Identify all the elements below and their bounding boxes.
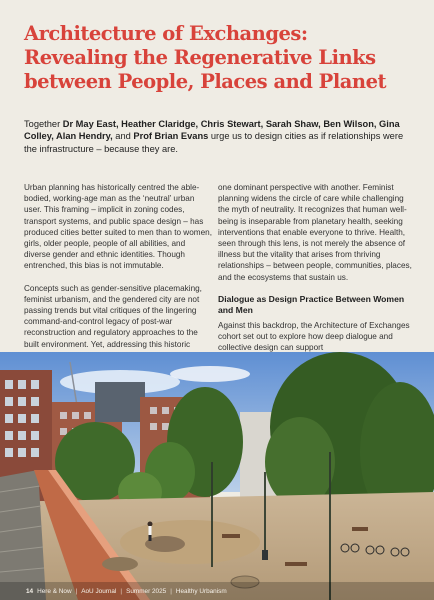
urban-square-photo xyxy=(0,352,434,600)
standfirst xyxy=(24,118,412,155)
body-column-left xyxy=(24,182,212,372)
issue-label: Summer 2025 xyxy=(126,587,167,595)
title-line-1: Architecture of Exchanges: xyxy=(24,22,308,45)
body-paragraph: Urban planning has historically centred the able-bodied, working-age man as the ‘neutral’ urban user. This framing – implicit in zoning codes, transport systems, and public space design – has produced cities better suited to men than to women, girls, older people, people of all abilities, and diverse gender and ethnic identities. Though entrenched, this bias is not immutable. xyxy=(24,183,212,271)
article-title xyxy=(24,22,416,94)
journal-name: AoU Journal xyxy=(81,587,117,595)
publication-name: Here & Now xyxy=(37,587,72,595)
page-footer xyxy=(0,582,434,600)
footer-divider: | xyxy=(75,587,78,595)
footer-divider: | xyxy=(120,587,123,595)
section-label: Healthy Urbanism xyxy=(175,587,227,595)
body-paragraph: Concepts such as gender-sensitive placemaking, feminist urbanism, and the gendered city are not passing trends but vital critiques of the lingering command-and-control legacy of post-war reconstruction and regulatory approaches to the built environment. Yet, addressing this historic xyxy=(24,283,202,349)
body-paragraph: Against this backdrop, the Architecture of Exchanges cohort set out to explore how deep dialogue and collective design can support xyxy=(218,320,410,353)
standfirst-prefix: Together xyxy=(24,119,63,129)
title-line-3: between People, Places and Planet xyxy=(24,70,386,93)
title-line-2: Revealing the Regenerative Links xyxy=(24,46,376,69)
footer-divider: | xyxy=(170,587,172,595)
body-paragraph: one dominant perspective with another. Feminist planning widens the circle of care while challenging the myth of neutrality. It recognizes that human well-being is inseparable from planetary health, seeking interventions that enable everyone to thrive. Health, seen through this lens, is not merely the absence of illness but the vitality that arises from thriving relationships – between people, communities, places, and the ecosystems that sustain us. xyxy=(218,183,412,282)
last-author: Prof Brian Evans xyxy=(133,131,209,142)
page-number: 14 xyxy=(26,587,34,595)
article-photo xyxy=(0,352,434,600)
standfirst-text: urge us to design cities as if relationships were the infrastructure – because they are. xyxy=(24,131,404,154)
author-list: Dr May East, Heather Claridge, Chris Stewart, Sarah Shaw, Ben Wilson, Gina Colley, Alan Hendry, xyxy=(24,119,400,142)
body-column-right xyxy=(218,182,414,364)
section-subheading: Dialogue as Design Practice Between Women and Men xyxy=(218,293,405,316)
author-connector: and xyxy=(112,131,134,142)
